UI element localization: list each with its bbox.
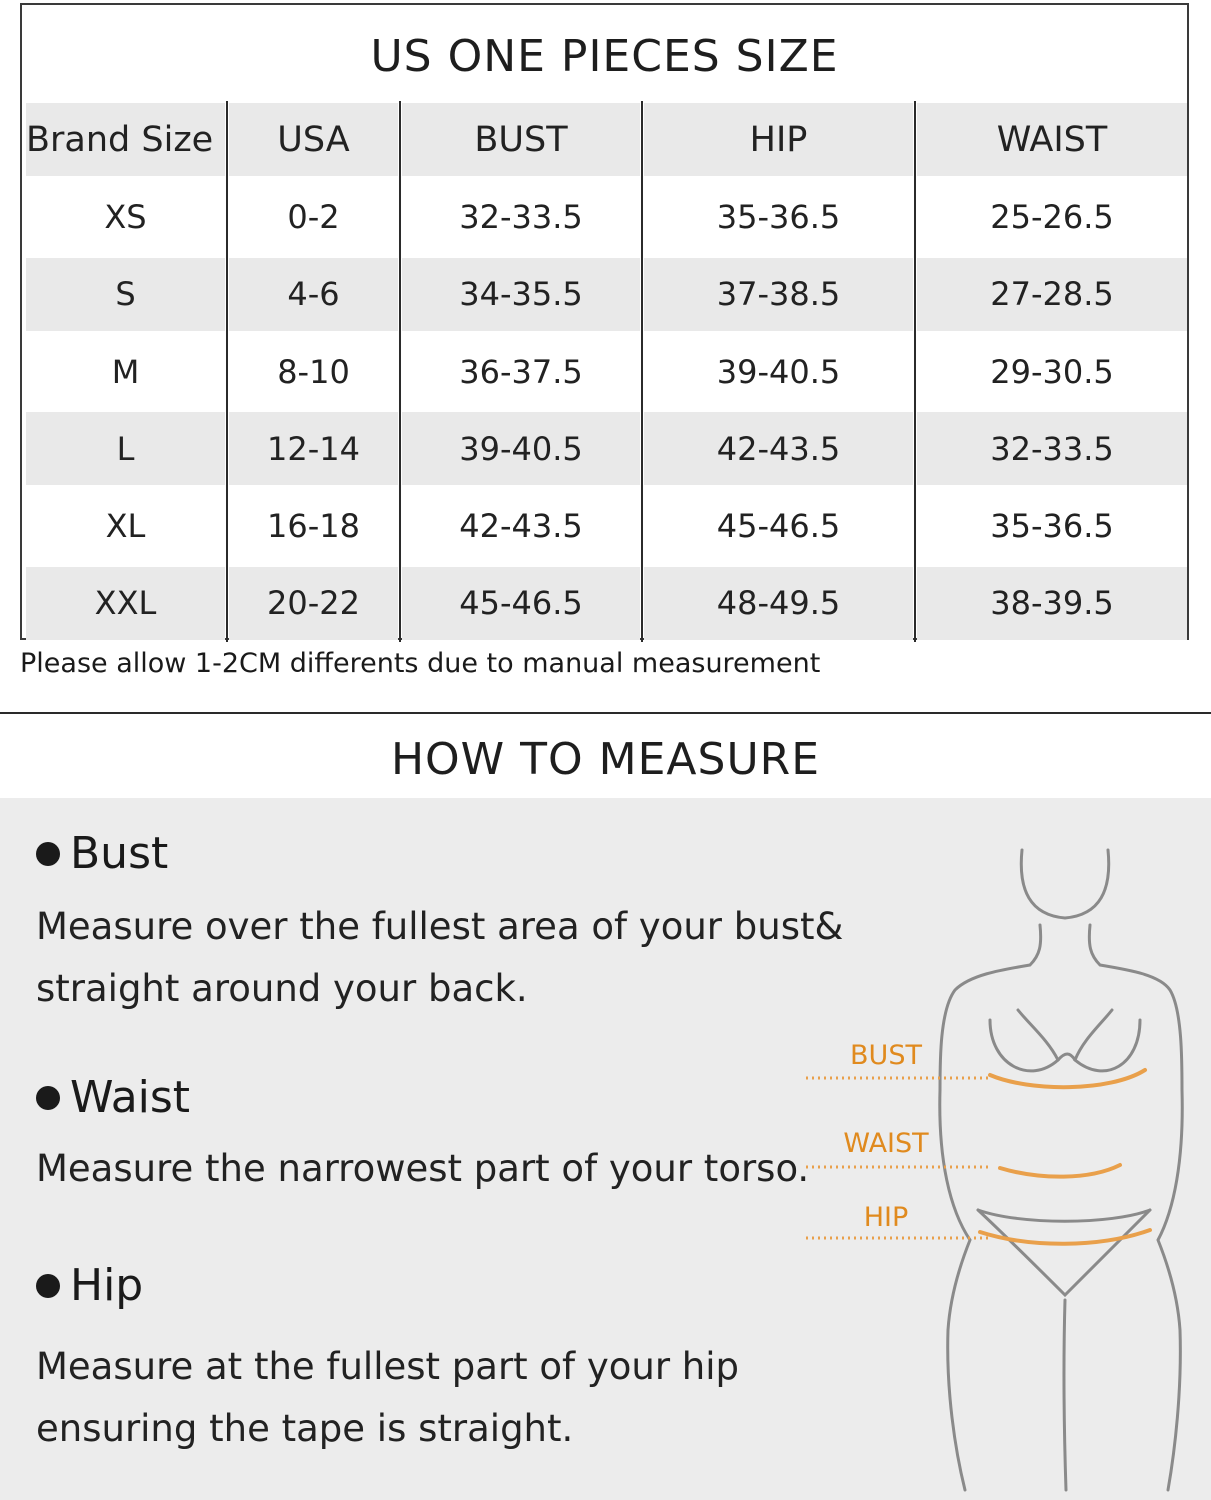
table-cell: 27-28.5 [917, 258, 1187, 331]
hip-heading [36, 1260, 143, 1311]
table-cell: 45-46.5 [402, 567, 640, 640]
hip-instructions [36, 1336, 739, 1460]
waist-heading-label: Waist [70, 1072, 191, 1123]
table-cell: XL [105, 507, 146, 546]
table-cell: 32-33.5 [917, 412, 1187, 485]
table-cell: 35-36.5 [990, 507, 1114, 546]
column-divider [641, 101, 643, 642]
column-header: HIP [644, 103, 913, 176]
waist-instructions-line-1: Measure the narrowest part of your torso. [36, 1147, 810, 1190]
table-cell: 37-38.5 [644, 258, 913, 331]
table-cell: 4-6 [229, 258, 398, 331]
column-header: USA [229, 103, 398, 176]
bust-label: BUST [850, 1040, 922, 1071]
column-divider [914, 101, 916, 642]
table-cell: XS [104, 197, 147, 236]
hip-heading-label: Hip [70, 1260, 144, 1311]
table-cell: 25-26.5 [990, 197, 1114, 236]
column-header: Brand Size [26, 103, 225, 176]
bust-heading-label: Bust [70, 828, 169, 879]
table-cell: XXL [26, 567, 225, 640]
hip-instructions-line-1: Measure at the fullest part of your hip [36, 1345, 740, 1388]
size-chart [20, 3, 1189, 640]
table-cell: 8-10 [277, 352, 350, 391]
table-cell: L [26, 412, 225, 485]
size-table [24, 101, 1189, 642]
table-cell: S [26, 258, 225, 331]
table-cell: 0-2 [287, 197, 340, 236]
column-divider [226, 101, 228, 642]
column-header: BUST [402, 103, 640, 176]
table-cell: 34-35.5 [402, 258, 640, 331]
table-cell: 36-37.5 [459, 352, 583, 391]
table-cell: 29-30.5 [990, 352, 1114, 391]
table-cell: 35-36.5 [716, 197, 841, 236]
table-cell: 20-22 [229, 567, 398, 640]
table-cell: 42-43.5 [644, 412, 913, 485]
table-cell: 38-39.5 [917, 567, 1187, 640]
body-figure-illustration [790, 830, 1211, 1500]
body-outline [940, 850, 1182, 1490]
table-cell: 42-43.5 [459, 507, 583, 546]
table-cell: 48-49.5 [644, 567, 913, 640]
column-divider [399, 101, 401, 642]
section-divider [0, 712, 1211, 714]
bullet-icon [36, 1086, 60, 1110]
waist-instructions [36, 1138, 809, 1200]
how-to-measure-title: HOW TO MEASURE [390, 734, 821, 785]
bust-instructions-line-2: straight around your back. [36, 967, 528, 1010]
bullet-icon [36, 842, 60, 866]
waist-heading [36, 1072, 190, 1123]
table-cell: M [111, 352, 140, 391]
column-header: WAIST [917, 103, 1187, 176]
bust-instructions-line-1: Measure over the fullest area of your bust& [36, 905, 844, 948]
waist-label: WAIST [843, 1128, 929, 1159]
table-cell: 16-18 [267, 507, 360, 546]
hip-instructions-line-2: ensuring the tape is straight. [36, 1407, 574, 1450]
hip-label: HIP [863, 1202, 909, 1233]
bullet-icon [36, 1274, 60, 1298]
table-cell: 45-46.5 [716, 507, 841, 546]
table-cell: 32-33.5 [459, 197, 583, 236]
bust-heading [36, 828, 168, 879]
size-chart-title: US ONE PIECES SIZE [370, 31, 839, 82]
table-cell: 12-14 [229, 412, 398, 485]
measurement-note: Please allow 1-2CM differents due to manual measurement [20, 648, 821, 679]
table-cell: 39-40.5 [716, 352, 841, 391]
bust-instructions [36, 896, 843, 1020]
table-cell: 39-40.5 [402, 412, 640, 485]
